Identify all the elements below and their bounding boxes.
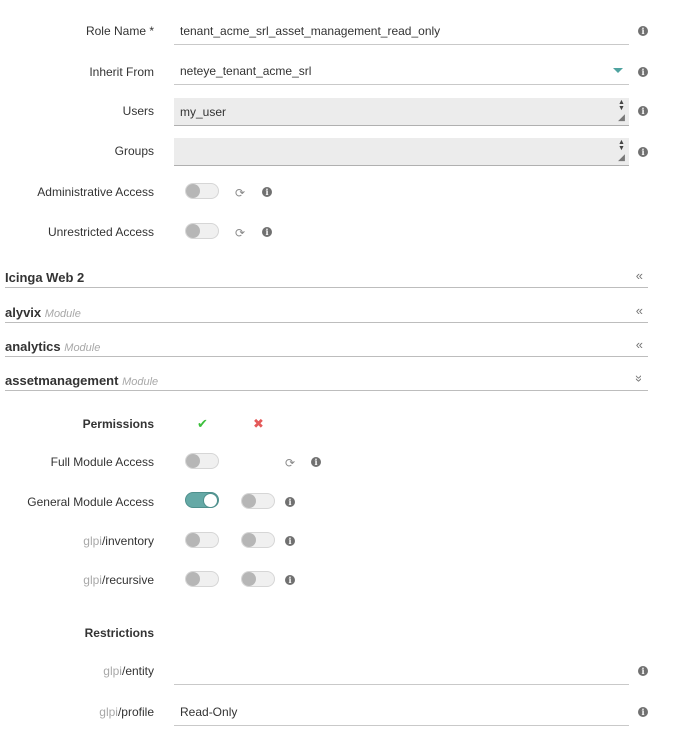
resize-grip-icon[interactable]: ◢ (618, 112, 625, 122)
groups-input[interactable] (174, 138, 629, 166)
toggle-knob (186, 184, 200, 198)
double-chevron-left-icon[interactable]: « (635, 268, 643, 283)
section-alyvix[interactable] (5, 300, 648, 323)
general-module-access-deny-toggle[interactable] (241, 493, 275, 509)
info-icon[interactable]: i (285, 497, 295, 507)
unrestricted-access-toggle[interactable] (185, 223, 219, 239)
info-icon[interactable]: i (638, 26, 648, 36)
groups-spinner[interactable] (616, 138, 628, 164)
glpi-inventory-deny-toggle[interactable] (241, 532, 275, 548)
glpi-recursive-label: glpi/recursive (83, 573, 154, 587)
glpi-inventory-grant-toggle[interactable] (185, 532, 219, 548)
glpi-profile-label: glpi/profile (99, 705, 154, 719)
section-title: assetmanagement Module (5, 373, 159, 388)
toggle-knob (186, 454, 200, 468)
info-icon[interactable]: i (311, 457, 321, 467)
glpi-recursive-grant-toggle[interactable] (185, 571, 219, 587)
reset-icon[interactable]: ⟳ (284, 456, 296, 470)
section-assetmanagement[interactable] (5, 368, 648, 391)
reset-icon[interactable]: ⟳ (234, 226, 246, 240)
section-icinga-web-2[interactable] (5, 265, 648, 288)
grant-check-icon: ✔ (197, 416, 208, 431)
toggle-knob (242, 572, 256, 586)
info-icon[interactable]: i (638, 666, 648, 676)
section-title: analytics Module (5, 339, 101, 354)
toggle-knob (203, 493, 218, 508)
glpi-entity-input[interactable] (174, 657, 629, 685)
dropdown-arrow-icon[interactable] (613, 68, 623, 73)
glpi-profile-input[interactable]: Read-Only (174, 698, 629, 726)
full-module-access-label: Full Module Access (50, 455, 154, 469)
glpi-inventory-label: glpi/inventory (83, 534, 154, 548)
inherit-from-label: Inherit From (89, 65, 154, 79)
section-title: Icinga Web 2 (5, 270, 85, 285)
info-icon[interactable]: i (638, 106, 648, 116)
info-icon[interactable]: i (638, 67, 648, 77)
role-name-input[interactable]: tenant_acme_srl_asset_management_read_only (174, 17, 629, 45)
groups-label: Groups (114, 144, 154, 158)
resize-grip-icon[interactable]: ◢ (618, 152, 625, 162)
double-chevron-down-icon[interactable]: « (629, 374, 645, 383)
section-title: alyvix Module (5, 305, 81, 320)
toggle-knob (242, 494, 256, 508)
role-name-label: Role Name * (85, 24, 154, 38)
unrestricted-access-label: Unrestricted Access (47, 225, 154, 239)
info-icon[interactable]: i (638, 147, 648, 157)
restrictions-header: Restrictions (84, 626, 154, 640)
info-icon[interactable]: i (638, 707, 648, 717)
general-module-access-label: General Module Access (27, 495, 154, 509)
general-module-access-grant-toggle[interactable] (185, 492, 219, 508)
info-icon[interactable]: i (285, 575, 295, 585)
toggle-knob (186, 224, 200, 238)
toggle-knob (186, 533, 200, 547)
reset-icon[interactable]: ⟳ (234, 186, 246, 200)
spinner-up-icon[interactable]: ▲ (618, 99, 625, 106)
info-icon[interactable]: i (285, 536, 295, 546)
info-icon[interactable]: i (262, 227, 272, 237)
glpi-recursive-deny-toggle[interactable] (241, 571, 275, 587)
administrative-access-label: Administrative Access (37, 185, 154, 199)
users-spinner[interactable] (616, 98, 628, 124)
spinner-up-icon[interactable]: ▲ (618, 139, 625, 146)
section-analytics[interactable] (5, 334, 648, 357)
spinner-down-icon[interactable]: ▼ (618, 105, 625, 112)
glpi-entity-label: glpi/entity (103, 664, 154, 678)
permissions-header: Permissions (82, 417, 154, 431)
toggle-knob (242, 533, 256, 547)
info-icon[interactable]: i (262, 187, 272, 197)
administrative-access-toggle[interactable] (185, 183, 219, 199)
users-label: Users (122, 104, 154, 118)
spinner-down-icon[interactable]: ▼ (618, 145, 625, 152)
inherit-from-select[interactable]: neteye_tenant_acme_srl (174, 57, 629, 85)
double-chevron-left-icon[interactable]: « (635, 303, 643, 318)
toggle-knob (186, 572, 200, 586)
deny-cross-icon: ✖ (253, 416, 264, 431)
full-module-access-toggle[interactable] (185, 453, 219, 469)
users-input[interactable]: my_user (174, 98, 629, 126)
double-chevron-left-icon[interactable]: « (635, 337, 643, 352)
